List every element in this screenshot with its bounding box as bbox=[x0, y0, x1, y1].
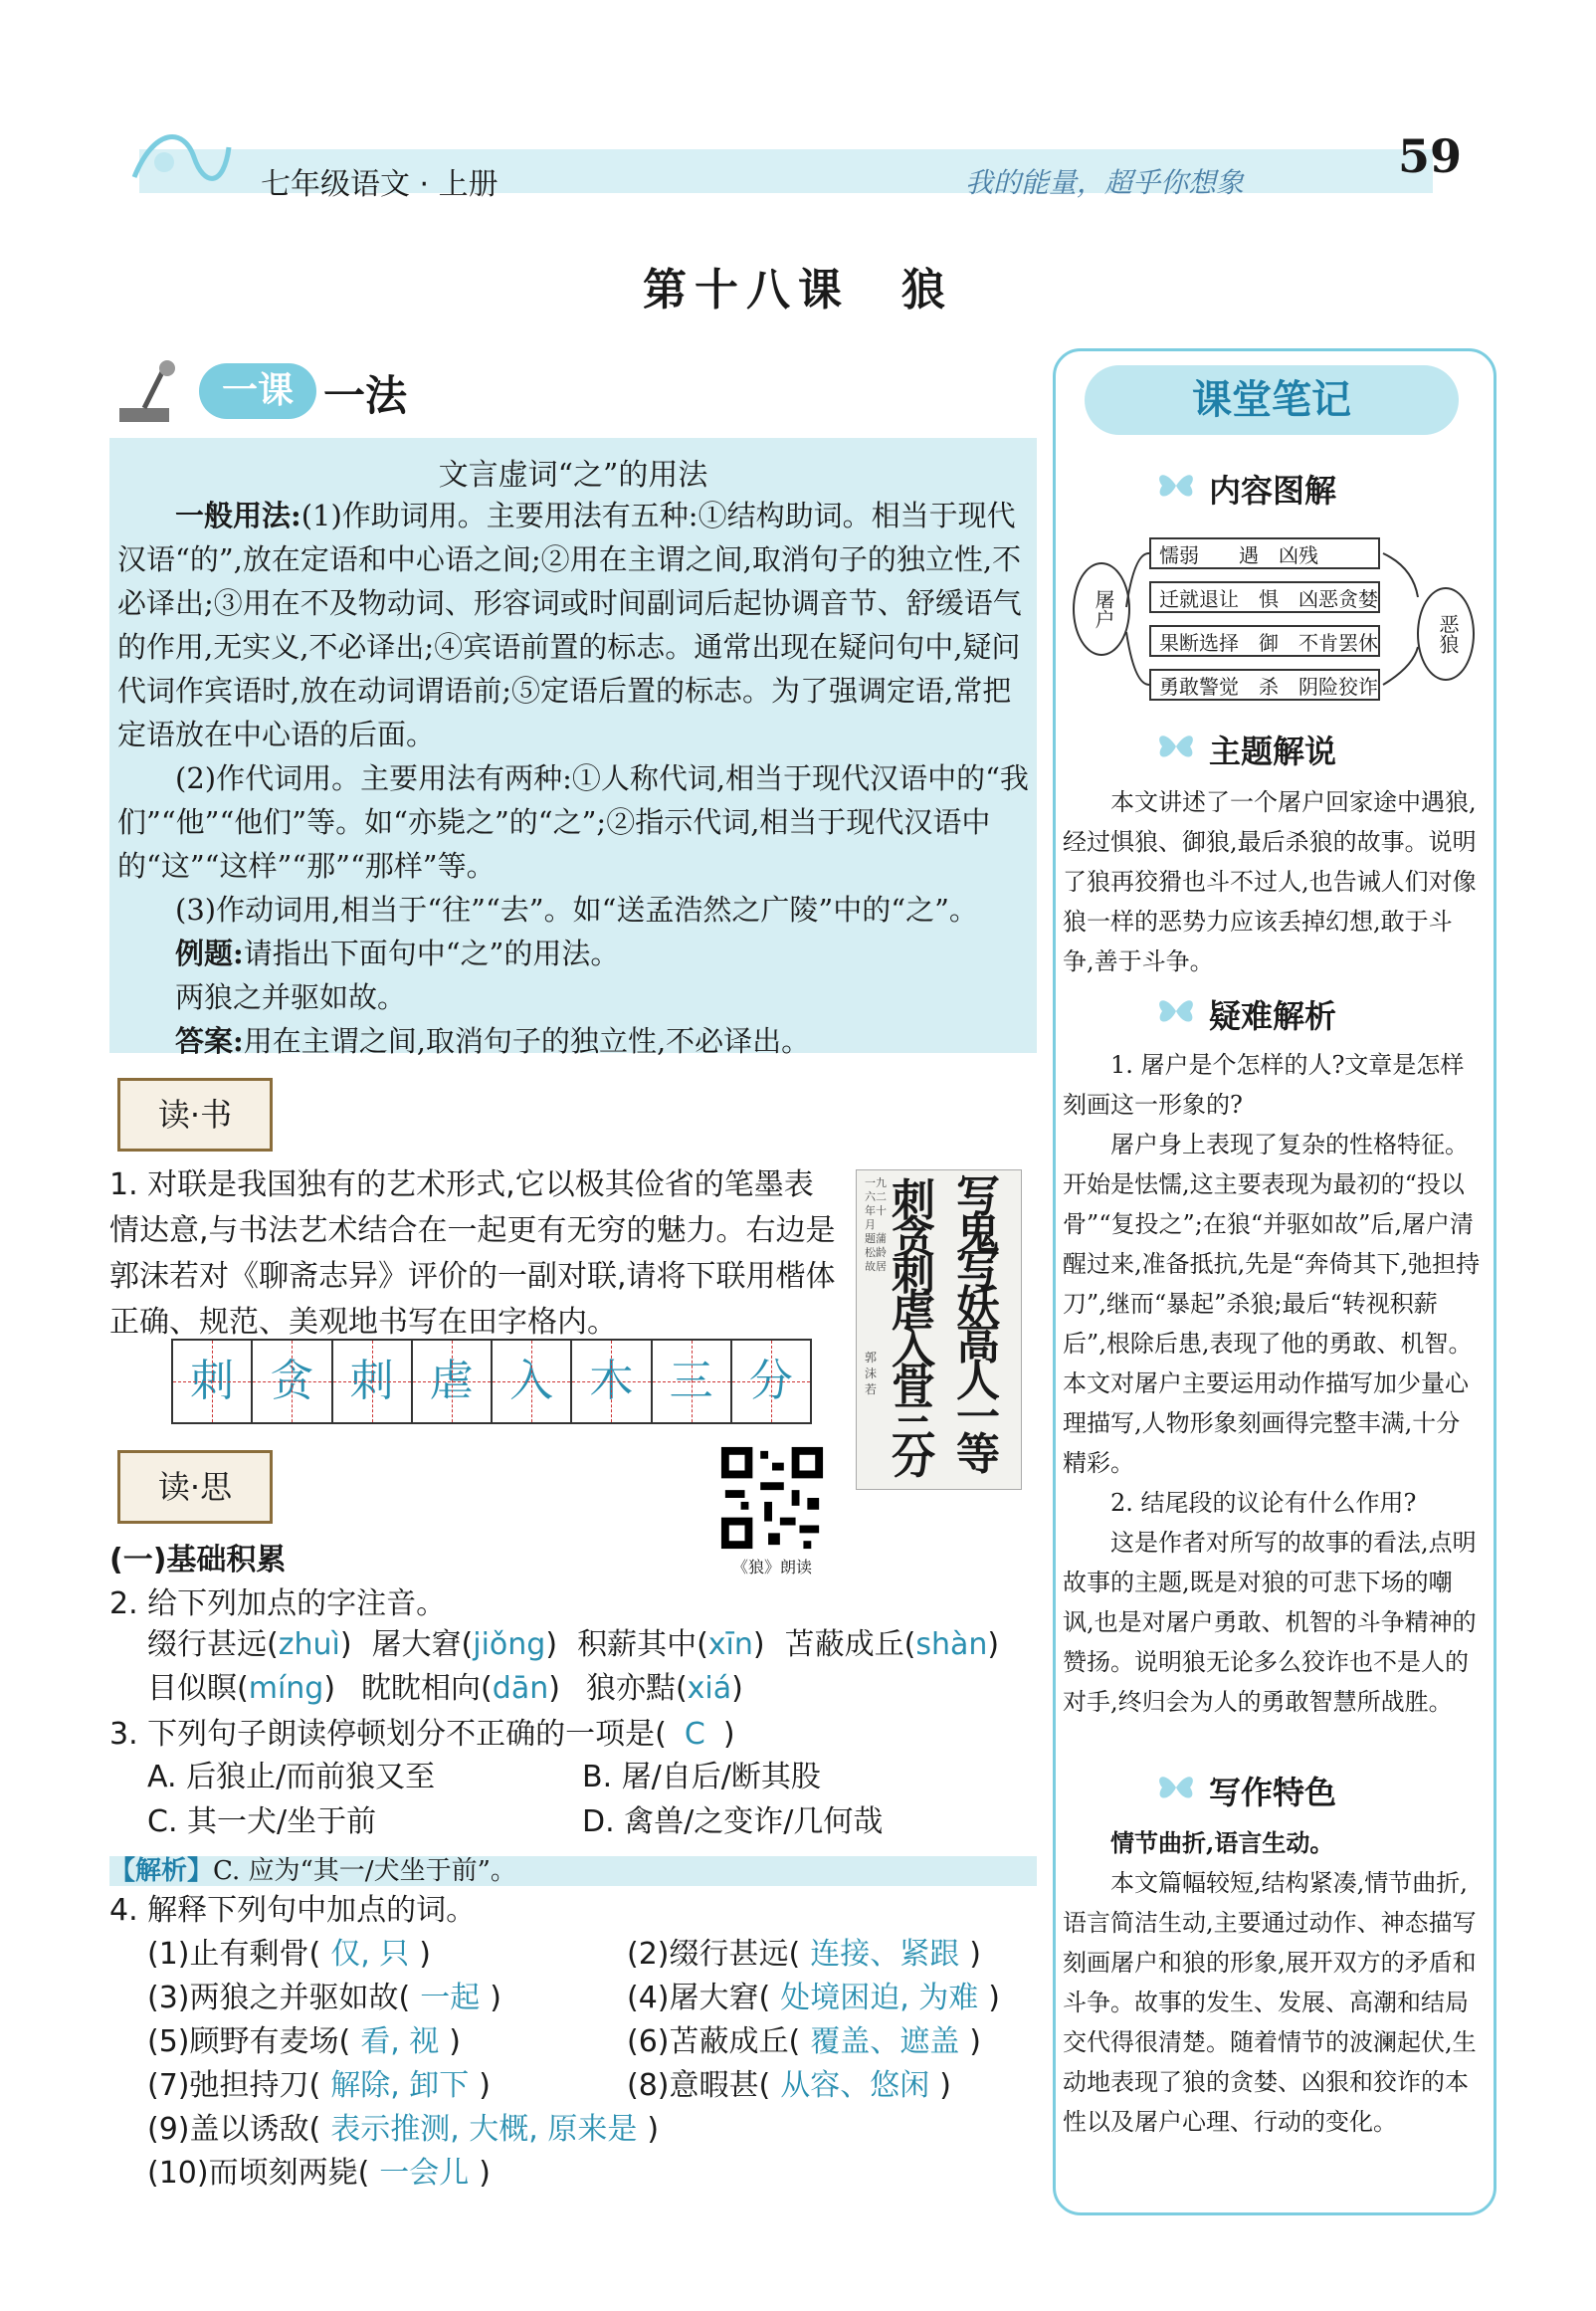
pinyin-row-2 bbox=[147, 1666, 1043, 1712]
pinyin-item: 屠大窘(jiǒng) bbox=[371, 1627, 558, 1662]
sidebar-heading: 课堂笔记 bbox=[1085, 365, 1459, 435]
q4-item: (5)顾野有麦场( 看, 视 ) bbox=[147, 2024, 461, 2059]
qa-question-2: 2. 结尾段的议论有什么作用? bbox=[1110, 1489, 1417, 1517]
qa-question-1: 1. 屠户是个怎样的人?文章是怎样刻画这一形象的? bbox=[1063, 1051, 1465, 1119]
grid-cell: 贪 bbox=[253, 1341, 332, 1422]
diagram-arrows bbox=[1124, 537, 1423, 707]
diagram-row: 懦弱 遇 凶残 bbox=[1149, 537, 1380, 569]
couplet-signature: 郭沫若 bbox=[865, 1351, 878, 1396]
grid-cell: 入 bbox=[493, 1341, 572, 1422]
q4-item: (3)两狼之并驱如故( 一起 ) bbox=[147, 1981, 501, 2015]
pinyin-item: 狼亦黠(xiá) bbox=[585, 1671, 743, 1706]
butterfly-icon bbox=[1154, 729, 1198, 764]
couplet-left: 刺贪刺虐入骨三分 bbox=[892, 1175, 935, 1484]
diagram-row: 迁就退让 惧 凶恶贪婪 bbox=[1149, 581, 1380, 613]
q4-item: (4)屠大窘( 处境困迫, 为难 ) bbox=[627, 1981, 1000, 2015]
butterfly-icon bbox=[1154, 1770, 1198, 1805]
analysis-bar: 【解析】C. 应为“其一/犬坐于前”。 bbox=[109, 1856, 1037, 1886]
couplet-right: 写鬼写妖高人一等 bbox=[956, 1171, 1000, 1480]
style-text bbox=[1063, 1823, 1481, 2142]
p1-label: 一般用法: bbox=[175, 499, 301, 532]
q4-item: (6)苫蔽成丘( 覆盖、遮盖 ) bbox=[627, 2024, 981, 2059]
grid-cell: 刺 bbox=[173, 1341, 253, 1422]
q4-item: (2)缀行甚远( 连接、紧跟 ) bbox=[627, 1937, 981, 1972]
pinyin-row-1 bbox=[147, 1622, 1043, 1668]
diagram-row: 勇敢警觉 杀 阴险狡诈 bbox=[1149, 669, 1380, 701]
qa-answer-2: 这是作者对所写的故事的看法,点明故事的主题,既是对狼的可悲下场的嘲讽,也是对屠户勇敢、机智的斗争精神的赞扬。说明狼无论多么狡诈也不是人的对手,终归会为人的勇敢智慧所战胜。 bbox=[1063, 1529, 1477, 1716]
header-motto: 我的能量，超乎你想象 bbox=[965, 166, 1245, 199]
diagram-node-wolf: 恶狼 bbox=[1417, 587, 1475, 681]
butterfly-icon bbox=[1154, 468, 1198, 504]
method-p2: (2)作代词用。主要用法有两种:①人称代词,相当于现代汉语中的“我们”“他”“他们”等。如“亦毙之”的“之”;②指示代词,相当于现代汉语中的“这”“这样”“那”“那样”等。 bbox=[117, 761, 1029, 883]
q3-option-d: D. 禽兽/之变诈/几何哉 bbox=[582, 1804, 884, 1839]
section-qa-title: 疑难解析 bbox=[1209, 997, 1337, 1035]
calligraphy-couplet bbox=[856, 1169, 1022, 1490]
pinyin-item: 苫蔽成丘(shàn) bbox=[784, 1627, 1000, 1662]
style-body: 本文篇幅较短,结构紧凑,情节曲折,语言简洁生动,主要通过动作、神态描写刻画屠户和狼的形象,展开双方的矛盾和斗争。故事的发生、发展、高潮和结局交代得很清楚。随着情节的波澜起伏,生动地表现了狼的贪婪、凶狠和狡诈的本性以及屠户心理、行动的变化。 bbox=[1063, 1869, 1477, 2136]
grid-cell: 木 bbox=[572, 1341, 652, 1422]
pinyin-item: 眈眈相向(dān) bbox=[361, 1671, 560, 1706]
method-example-sentence: 两狼之并驱如故。 bbox=[175, 980, 407, 1014]
tag-read-think: 读·思 bbox=[117, 1450, 273, 1524]
q3-option-b: B. 屠/自后/断其股 bbox=[582, 1760, 821, 1794]
section-style-title: 写作特色 bbox=[1209, 1774, 1337, 1811]
grid-cell: 虐 bbox=[413, 1341, 493, 1422]
pinyin-item: 缀行甚远(zhuì) bbox=[147, 1627, 352, 1662]
style-lead: 情节曲折,语言生动。 bbox=[1110, 1828, 1334, 1857]
q4-item: (7)弛担持刀( 解除, 卸下 ) bbox=[147, 2068, 491, 2103]
theme-text: 本文讲述了一个屠户回家途中遇狼,经过惧狼、御狼,最后杀狼的故事。说明了狼再狡猾也斗不过人,也告诫人们对像狼一样的恶势力应该丢掉幻想,敢于斗争,善于斗争。 bbox=[1063, 788, 1477, 975]
section-theme-title: 主题解说 bbox=[1209, 733, 1337, 770]
lamp-icon bbox=[109, 358, 189, 428]
qa-text bbox=[1063, 1045, 1481, 1722]
method-text bbox=[117, 494, 1033, 1063]
question-4: 4. 解释下列句中加点的词。 bbox=[109, 1893, 477, 1928]
section-basic: (一)基础积累 bbox=[109, 1543, 287, 1577]
grid-cell: 刺 bbox=[333, 1341, 413, 1422]
qr-code-icon[interactable] bbox=[716, 1443, 828, 1553]
tag-read-book: 读·书 bbox=[117, 1078, 273, 1152]
question-2: 2. 给下列加点的字注音。 bbox=[109, 1586, 447, 1621]
q4-item: (10)而顷刻两毙( 一会儿 ) bbox=[147, 2156, 492, 2191]
tianzige-grid bbox=[171, 1339, 812, 1424]
qr-caption: 《狼》朗读 bbox=[731, 1558, 812, 1576]
flourish-icon bbox=[124, 117, 234, 197]
diagram-row: 果断选择 御 不肯罢休 bbox=[1149, 625, 1380, 657]
method-example: 例题:请指出下面句中“之”的用法。 bbox=[175, 937, 620, 970]
q4-item: (8)意暇甚( 从容、悠闲 ) bbox=[627, 2068, 951, 2103]
method-badge: 一课 bbox=[199, 363, 316, 419]
method-p1: 一般用法:(1)作助词用。主要用法有五种:①结构助词。相当于现代汉语“的”,放在定语和中心语之间;②用在主谓之间,取消句子的独立性,不必译出;③用在不及物动词、形容词或时间副词后起协调音节、舒缓语气的作用,无实义,不必译出;④宾语前置的标志。通常出现在疑问句中,疑问代词作宾语时,放在动词谓语前;⑤定语后置的标志。为了强调定语,常把定语放在中心语的后面。 bbox=[117, 499, 1022, 751]
qa-answer-1: 屠户身上表现了复杂的性格特征。开始是怯懦,这主要表现为最初的“投以骨”“复投之”;在狼“并驱如故”后,屠户清醒过来,准备抵抗,先是“奔倚其下,弛担持刀”,继而“暴起”杀狼;最后“转视积薪后”,根除后患,表现了他的勇敢、机智。本文对屠户主要运用动作描写加少量心理描写,人物形象刻画得完整丰满,十分精彩。 bbox=[1063, 1131, 1481, 1477]
butterfly-icon bbox=[1154, 993, 1198, 1029]
grid-cell: 三 bbox=[653, 1341, 732, 1422]
diagram-node-butcher: 屠户 bbox=[1073, 562, 1130, 656]
book-title: 七年级语文 · 上册 bbox=[261, 167, 499, 202]
q4-item: (9)盖以诱敌( 表示推测, 大概, 原来是 ) bbox=[147, 2112, 660, 2147]
method-answer: 答案:用在主谓之间,取消句子的独立性,不必译出。 bbox=[175, 1024, 811, 1058]
method-heading: 一法 bbox=[323, 371, 408, 420]
method-box-title: 文言虚词“之”的用法 bbox=[438, 458, 708, 493]
q4-item: (1)止有剩骨( 仅, 只 ) bbox=[147, 1937, 431, 1972]
pinyin-item: 目似瞑(míng) bbox=[147, 1671, 336, 1706]
q3-option-a: A. 后狼止/而前狼又至 bbox=[147, 1760, 436, 1794]
couplet-inscription: 一九六二年十月 题蒲松龄故居 bbox=[865, 1176, 887, 1273]
pinyin-item: 积薪其中(xīn) bbox=[577, 1627, 765, 1662]
page-number: 59 bbox=[1398, 129, 1463, 183]
lesson-title: 第十八课 狼 bbox=[643, 265, 953, 315]
grid-cell: 分 bbox=[732, 1341, 810, 1422]
question-1: 1. 对联是我国独有的艺术形式,它以极其俭省的笔墨表情达意,与书法艺术结合在一起更有无穷的魅力。右边是郭沫若对《聊斋志异》评价的一副对联,请将下联用楷体正确、规范、美观地书写在田字格内。 bbox=[109, 1167, 836, 1340]
method-p3: (3)作动词用,相当于“往”“去”。如“送孟浩然之广陵”中的“之”。 bbox=[175, 893, 978, 927]
section-diagram-title: 内容图解 bbox=[1209, 472, 1337, 510]
q3-option-c: C. 其一犬/坐于前 bbox=[147, 1804, 377, 1839]
question-3: 3. 下列句子朗读停顿划分不正确的一项是( C ) bbox=[109, 1717, 735, 1752]
